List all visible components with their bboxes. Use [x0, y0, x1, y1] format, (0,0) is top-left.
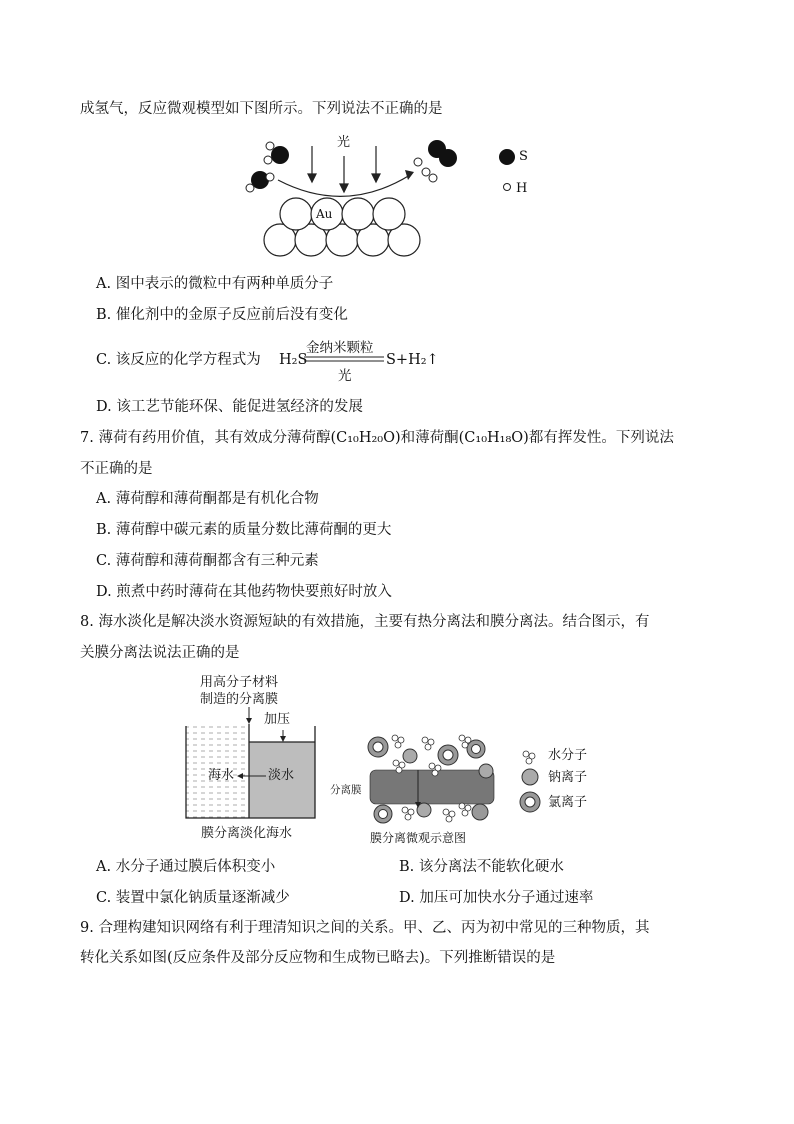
c-condition-below: 光 — [338, 368, 352, 384]
au-label: Au — [316, 207, 333, 221]
legend-s-label: S — [519, 149, 528, 164]
q6-intro: 成氢气，反应微观模型如下图所示。下列说法不正确的是 — [80, 101, 443, 117]
legend-h-label: H — [516, 181, 528, 196]
q7-option-b: B. 薄荷醇中碳元素的质量分数比薄荷酮的更大 — [96, 522, 392, 538]
membrane-label: 分离膜 — [330, 784, 362, 796]
q6-option-a: A. 图中表示的微粒中有两种单质分子 — [96, 276, 334, 292]
q8-option-a: A. 水分子通过膜后体积变小 — [96, 859, 276, 875]
legend-sodium-ion: 钠离子 — [548, 770, 588, 785]
freshwater-label: 淡水 — [268, 768, 295, 783]
q7-option-c: C. 薄荷醇和薄荷酮都含有三种元素 — [96, 553, 319, 569]
legend-water-molecule: 水分子 — [548, 748, 588, 763]
q8-option-b: B. 该分离法不能软化硬水 — [399, 859, 564, 875]
q6-option-b: B. 催化剂中的金原子反应前后没有变化 — [96, 307, 348, 323]
left-figure-caption: 膜分离淡化海水 — [201, 826, 293, 841]
q7-stem-2: 不正确的是 — [80, 461, 153, 477]
light-label: 光 — [337, 135, 351, 150]
legend-chloride-ion: 氯离子 — [548, 795, 588, 810]
c-condition-above: 金纳米颗粒 — [306, 340, 374, 356]
equals-line — [304, 356, 384, 364]
c-products: S+H₂↑ — [386, 352, 439, 368]
reaction-micro-model — [0, 0, 794, 270]
q8-option-d: D. 加压可加快水分子通过速率 — [399, 890, 594, 906]
q7-stem-1: 7. 薄荷有药用价值，其有效成分薄荷醇(C₁₀H₂₀O)和薄荷酮(C₁₀H₁₈O)都有挥发性。下列说法 — [80, 430, 674, 446]
pressure-label: 加压 — [264, 712, 291, 727]
q6-option-c-prefix: C. 该反应的化学方程式为 — [96, 352, 261, 368]
membrane-material-label-1: 用高分子材料 — [200, 675, 279, 690]
q6-option-d: D. 该工艺节能环保、能促进氢经济的发展 — [96, 399, 363, 415]
right-figure-caption: 膜分离微观示意图 — [370, 831, 467, 845]
q8-stem-1: 8. 海水淡化是解决淡水资源短缺的有效措施，主要有热分离法和膜分离法。结合图示，有 — [80, 614, 650, 630]
c-reactant: H₂S — [279, 352, 308, 368]
membrane-material-label-2: 制造的分离膜 — [200, 692, 279, 707]
q7-option-a: A. 薄荷醇和薄荷酮都是有机化合物 — [96, 491, 319, 507]
q8-stem-2: 关膜分离法说法正确的是 — [80, 645, 240, 661]
seawater-label: 海水 — [208, 768, 235, 783]
q8-option-c: C. 装置中氯化钠质量逐渐减少 — [96, 890, 290, 906]
q9-stem-1: 9. 合理构建知识网络有利于理清知识之间的关系。甲、乙、丙为初中常见的三种物质，其 — [80, 920, 650, 936]
q7-option-d: D. 煎煮中药时薄荷在其他药物快要煎好时放入 — [96, 584, 392, 600]
q9-stem-2: 转化关系如图(反应条件及部分反应物和生成物已略去)。下列推断错误的是 — [80, 950, 556, 966]
